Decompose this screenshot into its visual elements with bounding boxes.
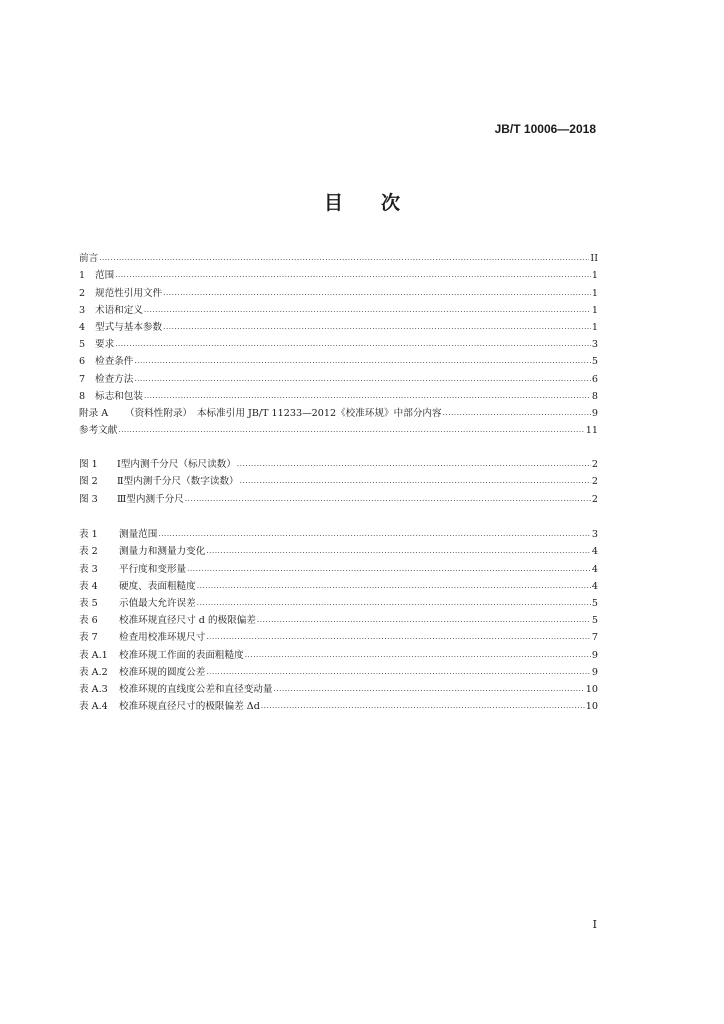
toc-entry-label: 4 型式与基本参数 (79, 321, 163, 333)
toc-entry-label: 前言 (79, 253, 99, 265)
toc-entry-page: 5 (591, 356, 598, 368)
page-number: I (592, 918, 597, 931)
toc-entry-label: 附录 A （资料性附录） 本标准引用 JB/T 11233—2012《校准环规》中部分内容 (79, 407, 442, 419)
table-entry-label: 表 5 示值最大允许误差 (79, 597, 196, 609)
figure-entry-label: 图 2 Ⅱ型内测千分尺（数字读数） (79, 476, 239, 488)
table-entry-number: 表 A.3 (79, 683, 108, 695)
leader-dots (158, 528, 591, 541)
table-entry[interactable] (79, 610, 598, 627)
figure-entry-label: 图 3 Ⅲ型内测千分尺 (79, 493, 184, 505)
toc-entry-label: 参考文献 (79, 425, 118, 437)
table-entry-page: 4 (591, 563, 598, 575)
toc-entry-page: 9 (591, 407, 598, 419)
table-entry-label: 表 A.1 校准环规工作面的表面粗糙度 (79, 649, 244, 661)
table-entry-number: 表 3 (79, 563, 98, 575)
toc-entry[interactable] (79, 300, 598, 317)
leader-dots (237, 458, 591, 471)
toc-entry[interactable] (79, 351, 598, 368)
figure-entry-page: 2 (591, 493, 598, 505)
toc-entry-page: 1 (591, 287, 598, 299)
table-entry-number: 表 4 (79, 580, 98, 592)
figure-entry-number: 图 2 (79, 476, 98, 488)
leader-dots (118, 424, 584, 437)
leader-dots (99, 252, 589, 265)
table-entry-number: 表 7 (79, 632, 98, 644)
leader-dots (187, 563, 591, 576)
toc-entry[interactable] (79, 282, 598, 299)
table-entry[interactable] (79, 627, 598, 644)
toc-entry-page: 8 (591, 390, 598, 402)
leader-dots (261, 700, 585, 713)
toc-entry-page: 6 (591, 373, 598, 385)
table-entry[interactable] (79, 558, 598, 575)
table-entry-label: 表 A.4 校准环规直径尺寸的极限偏差 Δd (79, 701, 260, 713)
toc-entry[interactable] (79, 334, 598, 351)
toc-entry-number: 2 (79, 287, 86, 299)
table-entry-label: 表 A.2 校准环规的圆度公差 (79, 666, 206, 678)
leader-dots (144, 304, 591, 317)
toc-entry-number: 附录 A (79, 407, 109, 419)
table-entry-page: 9 (591, 649, 598, 661)
toc-entry-number: 8 (79, 390, 86, 402)
toc-entry-number: 3 (79, 304, 86, 316)
table-entry[interactable] (79, 679, 598, 696)
figure-entry[interactable] (79, 454, 598, 471)
toc-entry-label: 8 标志和包装 (79, 390, 143, 402)
leader-dots (134, 355, 591, 368)
toc-entry-page: 1 (591, 304, 598, 316)
table-entry-page: 9 (591, 666, 598, 678)
toc-contents (79, 248, 598, 437)
leader-dots (257, 614, 591, 627)
leader-dots (197, 597, 591, 610)
table-entry-page: 10 (585, 701, 598, 713)
leader-dots (144, 390, 591, 403)
table-entry-label: 表 7 检查用校准环规尺寸 (79, 632, 206, 644)
leader-dots (206, 545, 591, 558)
table-entry[interactable] (79, 576, 598, 593)
table-entry-number: 表 A.1 (79, 649, 108, 661)
leader-dots (185, 493, 591, 506)
figure-entry[interactable] (79, 471, 598, 488)
toc-entry[interactable] (79, 265, 598, 282)
table-entry[interactable] (79, 662, 598, 679)
figure-entry-label: 图 1 Ⅰ型内测千分尺（标尺读数） (79, 459, 236, 471)
figure-entry-number: 图 1 (79, 459, 98, 471)
toc-entry-page: 1 (591, 270, 598, 282)
table-entry-number: 表 A.2 (79, 666, 108, 678)
table-entry[interactable] (79, 541, 598, 558)
table-entry-page: 4 (591, 580, 598, 592)
toc-entry-label: 2 规范性引用文件 (79, 287, 163, 299)
toc-entry[interactable] (79, 420, 598, 437)
table-entry-label: 表 4 硬度、表面粗糙度 (79, 580, 196, 592)
table-entry-label: 表 2 测量力和测量力变化 (79, 546, 206, 558)
table-entry-number: 表 5 (79, 597, 98, 609)
toc-entry-label: 1 范围 (79, 270, 115, 282)
table-entry-label: 表 3 平行度和变形量 (79, 563, 187, 575)
figure-entry-page: 2 (591, 476, 598, 488)
toc-entry-page: 11 (585, 425, 598, 437)
table-entry-page: 5 (591, 597, 598, 609)
table-entry-page: 10 (585, 683, 598, 695)
standard-number: JB/T 10006—2018 (494, 122, 596, 136)
table-entry-label: 表 1 测量范围 (79, 529, 158, 541)
toc-entry-label: 6 检查条件 (79, 356, 134, 368)
table-entry-page: 7 (591, 632, 598, 644)
leader-dots (163, 287, 591, 300)
toc-entry-page: 1 (591, 321, 598, 333)
toc-entry-page: II (590, 253, 598, 265)
toc-tables (79, 524, 598, 713)
leader-dots (197, 580, 591, 593)
toc-figures (79, 454, 598, 506)
toc-entry-number: 7 (79, 373, 86, 385)
table-entry[interactable] (79, 644, 598, 661)
table-entry[interactable] (79, 524, 598, 541)
figure-entry-number: 图 3 (79, 493, 98, 505)
leader-dots (206, 666, 591, 679)
toc-entry[interactable] (79, 368, 598, 385)
toc-entry[interactable] (79, 248, 598, 265)
toc-entry-page: 3 (591, 339, 598, 351)
toc-entry[interactable] (79, 386, 598, 403)
table-entry[interactable] (79, 593, 598, 610)
title-char-1: 目 (323, 192, 343, 214)
figure-entry-page: 2 (591, 459, 598, 471)
table-entry-label: 表 A.3 校准环规的直线度公差和直径变动量 (79, 683, 273, 695)
leader-dots (163, 321, 591, 334)
leader-dots (245, 649, 591, 662)
toc-entry-label: 5 要求 (79, 339, 115, 351)
leader-dots (115, 338, 591, 351)
toc-entry-label: 3 术语和定义 (79, 304, 143, 316)
leader-dots (134, 373, 591, 386)
table-entry-label: 表 6 校准环规直径尺寸 d 的极限偏差 (79, 615, 256, 627)
toc-entry[interactable] (79, 317, 598, 334)
figure-entry[interactable] (79, 488, 598, 505)
toc-entry-number: 4 (79, 321, 86, 333)
toc-entry-annex[interactable] (79, 403, 598, 420)
toc-entry-label: 7 检查方法 (79, 373, 134, 385)
table-entry-page: 3 (591, 529, 598, 541)
table-entry-page: 5 (591, 615, 598, 627)
leader-dots (206, 631, 591, 644)
leader-dots (443, 407, 591, 420)
table-entry-page: 4 (591, 546, 598, 558)
leader-dots (240, 475, 591, 488)
toc-entry-number: 5 (79, 339, 86, 351)
table-entry[interactable] (79, 696, 598, 713)
table-entry-number: 表 A.4 (79, 701, 108, 713)
toc-entry-number: 6 (79, 356, 86, 368)
leader-dots (115, 269, 591, 282)
table-entry-number: 表 1 (79, 529, 98, 541)
table-entry-number: 表 6 (79, 615, 98, 627)
page-title (0, 188, 724, 215)
table-entry-number: 表 2 (79, 546, 98, 558)
toc-entry-number: 1 (79, 270, 86, 282)
title-char-2: 次 (381, 192, 401, 214)
leader-dots (274, 683, 585, 696)
